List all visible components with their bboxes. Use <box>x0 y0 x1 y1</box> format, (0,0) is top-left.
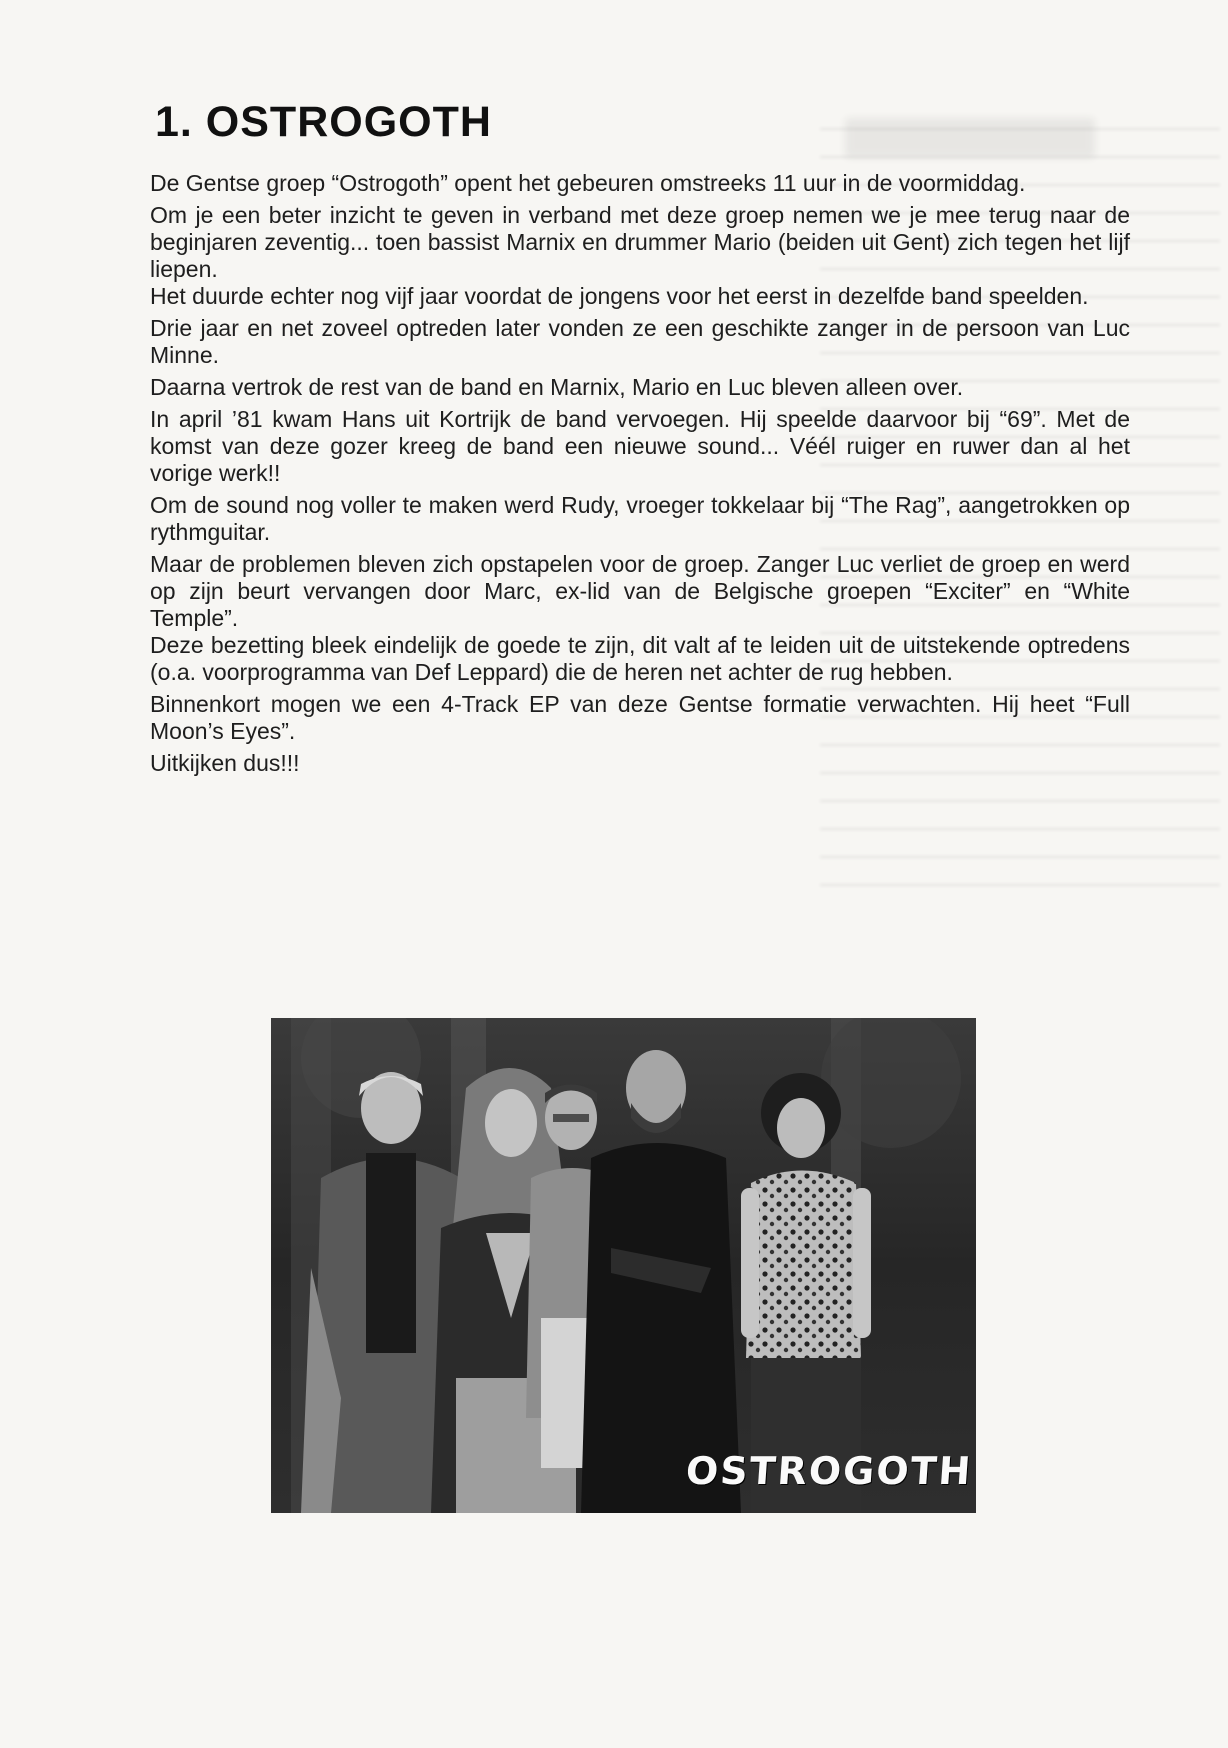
photo-caption: OSTROGOTH <box>684 1449 974 1493</box>
band-photo <box>271 1018 976 1513</box>
paragraph: Deze bezetting bleek eindelijk de goede te zijn, dit valt af te leiden uit de uitstekende optredens (o.a. voorprogramma van Def Leppard) die de heren net achter de rug hebben. <box>150 632 1130 685</box>
paragraph: Om je een beter inzicht te geven in verband met deze groep nemen we je mee terug naar de beginjaren zeventig... toen bassist Marnix en drummer Mario (beiden uit Gent) zich tegen het lijf liepen. <box>150 202 1130 282</box>
paragraph: Daarna vertrok de rest van de band en Marnix, Mario en Luc bleven alleen over. <box>150 374 964 400</box>
paragraph: De Gentse groep “Ostrogoth” opent het gebeuren omstreeks 11 uur in de voormiddag. <box>150 170 1026 196</box>
band-photo-illustration <box>271 1018 976 1513</box>
paragraph: Binnenkort mogen we een 4-Track EP van deze Gentse formatie verwachten. Hij heet “Full Moon’s Eyes”. <box>150 691 1130 744</box>
article-body <box>150 170 1130 782</box>
paragraph: In april ’81 kwam Hans uit Kortrijk de band vervoegen. Hij speelde daarvoor bij “69”. Met de komst van deze gozer kreeg de band een nieuwe sound... Véél ruiger en ruwer dan al het vorige werk!! <box>150 406 1130 486</box>
paragraph: Het duurde echter nog vijf jaar voordat de jongens voor het eerst in dezelfde band speelden. <box>150 283 1089 309</box>
paragraph: Maar de problemen bleven zich opstapelen voor de groep. Zanger Luc verliet de groep en werd op zijn beurt vervangen door Marc, ex-lid van de Belgische groepen “Exciter” en “White Temple”. <box>150 551 1130 631</box>
paragraph: Uitkijken dus!!! <box>150 750 300 776</box>
paragraph: Drie jaar en net zoveel optreden later vonden ze een geschikte zanger in de persoon van Luc Minne. <box>150 315 1130 368</box>
show-through-heading <box>845 118 1095 158</box>
article-title: 1. OSTROGOTH <box>155 98 492 146</box>
paragraph: Om de sound nog voller te maken werd Rudy, vroeger tokkelaar bij “The Rag”, aangetrokken op rythmguitar. <box>150 492 1130 545</box>
